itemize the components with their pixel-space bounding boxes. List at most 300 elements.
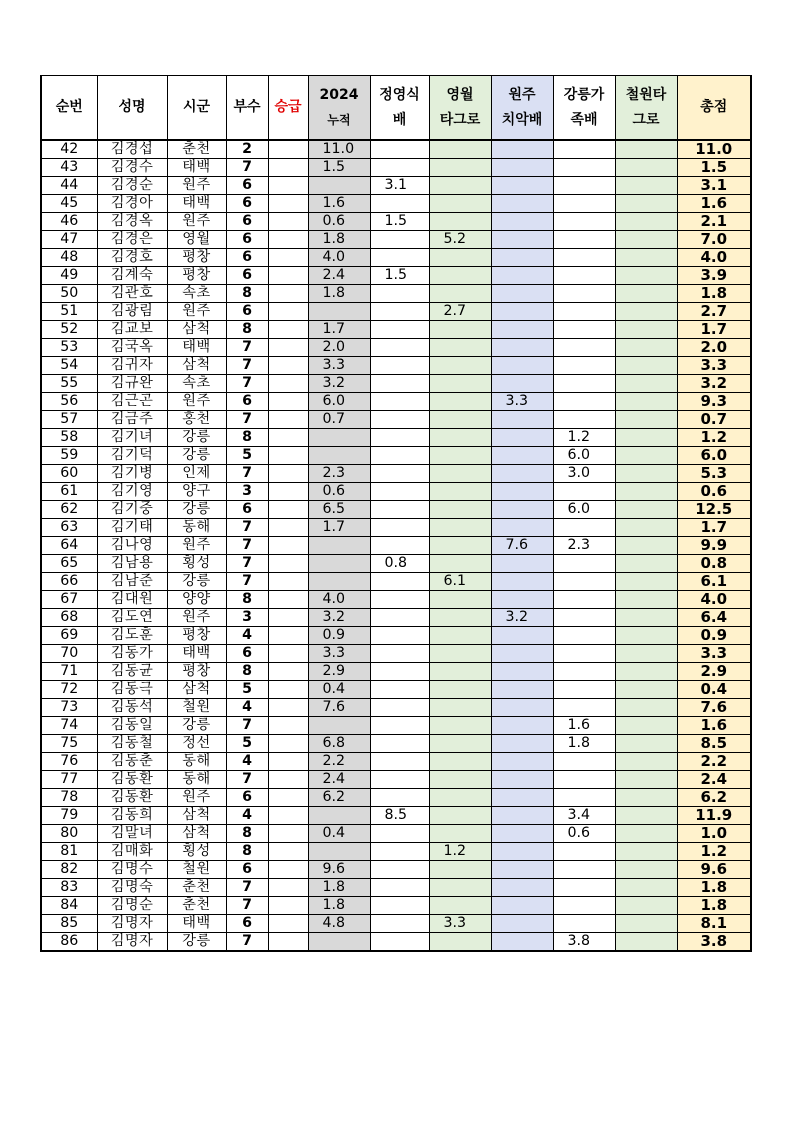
cell-no: 74	[41, 717, 97, 735]
cell-cheorwon-tagro	[615, 555, 677, 573]
cell-2024-cumulative: 6.8	[308, 735, 370, 753]
cell-cheorwon-tagro	[615, 825, 677, 843]
cell-yeongwol-tagro	[429, 555, 491, 573]
cell-promotion	[268, 573, 308, 591]
table-row	[41, 843, 751, 861]
cell-cheorwon-tagro	[615, 753, 677, 771]
cell-division: 6	[226, 861, 268, 879]
cell-division: 7	[226, 933, 268, 952]
cell-cheorwon-tagro	[615, 681, 677, 699]
cell-yeongwol-tagro	[429, 465, 491, 483]
cell-yeongwol-tagro	[429, 699, 491, 717]
table-row	[41, 267, 751, 285]
cell-name: 김경섭	[97, 140, 167, 159]
cell-division: 6	[226, 249, 268, 267]
table-row	[41, 933, 751, 952]
header-jeongyeongsik-line1: 정영식	[379, 86, 420, 103]
cell-promotion	[268, 591, 308, 609]
cell-division: 7	[226, 375, 268, 393]
cell-division: 8	[226, 285, 268, 303]
table-row	[41, 663, 751, 681]
cell-jeongyeongsik-cup	[370, 195, 429, 213]
cell-wonju-chiak-cup	[491, 501, 553, 519]
table-row	[41, 573, 751, 591]
cell-yeongwol-tagro	[429, 879, 491, 897]
cell-name: 김계숙	[97, 267, 167, 285]
cell-promotion	[268, 861, 308, 879]
cell-2024-cumulative: 0.6	[308, 213, 370, 231]
table-row	[41, 357, 751, 375]
cell-promotion	[268, 429, 308, 447]
cell-name: 김경호	[97, 249, 167, 267]
cell-2024-cumulative	[308, 537, 370, 555]
cell-gangneung-family-cup	[553, 699, 615, 717]
cell-no: 46	[41, 213, 97, 231]
cell-division: 5	[226, 735, 268, 753]
cell-total: 11.0	[677, 140, 751, 159]
cell-name: 김기영	[97, 483, 167, 501]
cell-total: 2.9	[677, 663, 751, 681]
table-row	[41, 645, 751, 663]
cell-yeongwol-tagro	[429, 447, 491, 465]
cell-city: 원주	[167, 537, 226, 555]
cell-division: 3	[226, 483, 268, 501]
cell-wonju-chiak-cup	[491, 285, 553, 303]
cell-city: 원주	[167, 609, 226, 627]
cell-promotion	[268, 627, 308, 645]
cell-yeongwol-tagro	[429, 645, 491, 663]
cell-name: 김남용	[97, 555, 167, 573]
cell-jeongyeongsik-cup	[370, 627, 429, 645]
cell-division: 7	[226, 573, 268, 591]
cell-2024-cumulative: 1.8	[308, 285, 370, 303]
cell-promotion	[268, 843, 308, 861]
cell-division: 5	[226, 447, 268, 465]
cell-wonju-chiak-cup	[491, 195, 553, 213]
cell-total: 1.8	[677, 285, 751, 303]
cell-jeongyeongsik-cup	[370, 735, 429, 753]
cell-name: 김규완	[97, 375, 167, 393]
cell-cheorwon-tagro	[615, 195, 677, 213]
cell-no: 61	[41, 483, 97, 501]
cell-wonju-chiak-cup	[491, 213, 553, 231]
cell-city: 삼척	[167, 825, 226, 843]
cell-division: 5	[226, 681, 268, 699]
cell-promotion	[268, 267, 308, 285]
cell-name: 김대원	[97, 591, 167, 609]
cell-division: 6	[226, 393, 268, 411]
cell-name: 김경아	[97, 195, 167, 213]
cell-division: 7	[226, 339, 268, 357]
cell-promotion	[268, 375, 308, 393]
cell-jeongyeongsik-cup	[370, 411, 429, 429]
cell-city: 평창	[167, 663, 226, 681]
cell-2024-cumulative: 6.0	[308, 393, 370, 411]
cell-city: 태백	[167, 159, 226, 177]
cell-no: 55	[41, 375, 97, 393]
cell-2024-cumulative: 1.7	[308, 519, 370, 537]
cell-promotion	[268, 483, 308, 501]
cell-wonju-chiak-cup	[491, 807, 553, 825]
cell-no: 73	[41, 699, 97, 717]
cell-2024-cumulative	[308, 303, 370, 321]
cell-total: 7.6	[677, 699, 751, 717]
cell-promotion	[268, 411, 308, 429]
cell-city: 태백	[167, 195, 226, 213]
table-row	[41, 285, 751, 303]
cell-jeongyeongsik-cup: 3.1	[370, 177, 429, 195]
cell-no: 47	[41, 231, 97, 249]
cell-division: 7	[226, 411, 268, 429]
cell-jeongyeongsik-cup	[370, 231, 429, 249]
cell-division: 6	[226, 267, 268, 285]
cell-cheorwon-tagro	[615, 591, 677, 609]
header-cheorwon-line1: 철원타	[625, 86, 667, 103]
cell-wonju-chiak-cup	[491, 375, 553, 393]
cell-no: 50	[41, 285, 97, 303]
cell-promotion	[268, 195, 308, 213]
cell-2024-cumulative: 9.6	[308, 861, 370, 879]
header-no: 순번	[41, 76, 97, 141]
cell-total: 9.3	[677, 393, 751, 411]
cell-city: 홍천	[167, 411, 226, 429]
cell-name: 김명자	[97, 915, 167, 933]
cell-no: 85	[41, 915, 97, 933]
cell-yeongwol-tagro	[429, 411, 491, 429]
cell-wonju-chiak-cup	[491, 465, 553, 483]
cell-gangneung-family-cup	[553, 753, 615, 771]
cell-jeongyeongsik-cup	[370, 285, 429, 303]
cell-promotion	[268, 339, 308, 357]
cell-total: 6.1	[677, 573, 751, 591]
cell-2024-cumulative: 6.2	[308, 789, 370, 807]
cell-yeongwol-tagro: 1.2	[429, 843, 491, 861]
cell-yeongwol-tagro	[429, 249, 491, 267]
header-wonju-chiak-cup	[491, 76, 553, 141]
cell-name: 김남준	[97, 573, 167, 591]
cell-total: 11.9	[677, 807, 751, 825]
cell-yeongwol-tagro	[429, 393, 491, 411]
cell-gangneung-family-cup	[553, 573, 615, 591]
cell-wonju-chiak-cup	[491, 897, 553, 915]
cell-cheorwon-tagro	[615, 807, 677, 825]
cell-jeongyeongsik-cup	[370, 537, 429, 555]
cell-no: 86	[41, 933, 97, 952]
cell-promotion	[268, 789, 308, 807]
cell-division: 7	[226, 555, 268, 573]
cell-total: 3.8	[677, 933, 751, 952]
cell-jeongyeongsik-cup	[370, 591, 429, 609]
cell-wonju-chiak-cup	[491, 159, 553, 177]
cell-wonju-chiak-cup	[491, 140, 553, 159]
cell-total: 2.2	[677, 753, 751, 771]
table-row	[41, 303, 751, 321]
cell-division: 7	[226, 897, 268, 915]
cell-promotion	[268, 699, 308, 717]
cell-jeongyeongsik-cup	[370, 645, 429, 663]
cell-cheorwon-tagro	[615, 915, 677, 933]
cell-2024-cumulative	[308, 717, 370, 735]
table-row	[41, 879, 751, 897]
cell-total: 9.9	[677, 537, 751, 555]
cell-2024-cumulative: 4.8	[308, 915, 370, 933]
cell-no: 48	[41, 249, 97, 267]
cell-2024-cumulative: 1.7	[308, 321, 370, 339]
cell-wonju-chiak-cup	[491, 177, 553, 195]
cell-gangneung-family-cup	[553, 591, 615, 609]
table-row	[41, 177, 751, 195]
cell-yeongwol-tagro	[429, 717, 491, 735]
cell-division: 6	[226, 789, 268, 807]
table-row	[41, 465, 751, 483]
cell-name: 김교보	[97, 321, 167, 339]
cell-division: 6	[226, 231, 268, 249]
cell-yeongwol-tagro	[429, 159, 491, 177]
cell-gangneung-family-cup	[553, 195, 615, 213]
cell-jeongyeongsik-cup: 1.5	[370, 267, 429, 285]
cell-yeongwol-tagro	[429, 807, 491, 825]
cell-yeongwol-tagro	[429, 501, 491, 519]
cell-cheorwon-tagro	[615, 501, 677, 519]
cell-yeongwol-tagro: 6.1	[429, 573, 491, 591]
cell-city: 원주	[167, 303, 226, 321]
cell-city: 평창	[167, 267, 226, 285]
cell-cheorwon-tagro	[615, 249, 677, 267]
cell-cheorwon-tagro	[615, 879, 677, 897]
header-2024-cumulative	[308, 76, 370, 141]
cell-jeongyeongsik-cup	[370, 753, 429, 771]
cell-city: 태백	[167, 645, 226, 663]
cell-name: 김국옥	[97, 339, 167, 357]
cell-wonju-chiak-cup	[491, 573, 553, 591]
cell-promotion	[268, 933, 308, 952]
cell-promotion	[268, 717, 308, 735]
cell-cheorwon-tagro	[615, 447, 677, 465]
cell-city: 철원	[167, 699, 226, 717]
cell-name: 김나영	[97, 537, 167, 555]
cell-cheorwon-tagro	[615, 645, 677, 663]
cell-division: 7	[226, 879, 268, 897]
cell-cheorwon-tagro	[615, 429, 677, 447]
cell-yeongwol-tagro	[429, 735, 491, 753]
cell-city: 인제	[167, 465, 226, 483]
cell-division: 7	[226, 519, 268, 537]
table-row	[41, 375, 751, 393]
cell-yeongwol-tagro	[429, 771, 491, 789]
cell-gangneung-family-cup	[553, 249, 615, 267]
cell-name: 김동극	[97, 681, 167, 699]
cell-jeongyeongsik-cup	[370, 249, 429, 267]
cell-wonju-chiak-cup: 7.6	[491, 537, 553, 555]
cell-gangneung-family-cup	[553, 321, 615, 339]
cell-gangneung-family-cup	[553, 897, 615, 915]
cell-2024-cumulative	[308, 429, 370, 447]
cell-name: 김경옥	[97, 213, 167, 231]
cell-no: 45	[41, 195, 97, 213]
cell-name: 김관호	[97, 285, 167, 303]
cell-2024-cumulative: 4.0	[308, 249, 370, 267]
cell-wonju-chiak-cup	[491, 681, 553, 699]
cell-promotion	[268, 735, 308, 753]
cell-jeongyeongsik-cup	[370, 447, 429, 465]
cell-division: 4	[226, 627, 268, 645]
cell-cheorwon-tagro	[615, 483, 677, 501]
cell-total: 0.4	[677, 681, 751, 699]
table-row	[41, 483, 751, 501]
table-row	[41, 789, 751, 807]
cell-no: 52	[41, 321, 97, 339]
table-row	[41, 411, 751, 429]
cell-city: 강릉	[167, 429, 226, 447]
cell-gangneung-family-cup	[553, 609, 615, 627]
header-promotion: 승급	[268, 76, 308, 141]
cell-jeongyeongsik-cup	[370, 573, 429, 591]
cell-gangneung-family-cup: 1.6	[553, 717, 615, 735]
cell-division: 8	[226, 843, 268, 861]
cell-total: 0.9	[677, 627, 751, 645]
header-yeongwol-line1: 영월	[446, 86, 474, 103]
cell-promotion	[268, 501, 308, 519]
cell-yeongwol-tagro	[429, 357, 491, 375]
table-row	[41, 771, 751, 789]
cell-city: 횡성	[167, 555, 226, 573]
cell-city: 삼척	[167, 681, 226, 699]
header-cheorwon-tagro	[615, 76, 677, 141]
cell-name: 김경순	[97, 177, 167, 195]
cell-total: 7.0	[677, 231, 751, 249]
cell-no: 72	[41, 681, 97, 699]
cell-division: 6	[226, 303, 268, 321]
cell-total: 1.2	[677, 843, 751, 861]
table-row	[41, 825, 751, 843]
cell-wonju-chiak-cup	[491, 591, 553, 609]
cell-name: 김동철	[97, 735, 167, 753]
cell-division: 4	[226, 699, 268, 717]
cell-promotion	[268, 321, 308, 339]
cell-yeongwol-tagro	[429, 339, 491, 357]
cell-jeongyeongsik-cup: 1.5	[370, 213, 429, 231]
cell-gangneung-family-cup	[553, 375, 615, 393]
cell-cheorwon-tagro	[615, 140, 677, 159]
table-row	[41, 627, 751, 645]
cell-yeongwol-tagro	[429, 213, 491, 231]
cell-total: 1.6	[677, 717, 751, 735]
cell-wonju-chiak-cup	[491, 519, 553, 537]
cell-cheorwon-tagro	[615, 411, 677, 429]
cell-no: 66	[41, 573, 97, 591]
cell-name: 김명순	[97, 897, 167, 915]
table-row	[41, 537, 751, 555]
cell-jeongyeongsik-cup	[370, 843, 429, 861]
cell-city: 영월	[167, 231, 226, 249]
cell-promotion	[268, 555, 308, 573]
table-row	[41, 140, 751, 159]
cell-total: 3.2	[677, 375, 751, 393]
table-row	[41, 159, 751, 177]
cell-city: 원주	[167, 789, 226, 807]
cell-2024-cumulative: 7.6	[308, 699, 370, 717]
cell-gangneung-family-cup	[553, 357, 615, 375]
cell-jeongyeongsik-cup	[370, 465, 429, 483]
cell-promotion	[268, 285, 308, 303]
cell-total: 4.0	[677, 249, 751, 267]
cell-cheorwon-tagro	[615, 699, 677, 717]
cell-no: 44	[41, 177, 97, 195]
table-row	[41, 555, 751, 573]
cell-division: 2	[226, 140, 268, 159]
cell-2024-cumulative: 2.0	[308, 339, 370, 357]
cell-gangneung-family-cup	[553, 627, 615, 645]
cell-wonju-chiak-cup	[491, 879, 553, 897]
cell-gangneung-family-cup	[553, 177, 615, 195]
header-cheorwon-line2: 그로	[632, 111, 660, 128]
cell-promotion	[268, 915, 308, 933]
cell-gangneung-family-cup	[553, 645, 615, 663]
cell-gangneung-family-cup	[553, 285, 615, 303]
cell-city: 강릉	[167, 573, 226, 591]
header-2024-line2: 누적	[327, 112, 351, 127]
cell-gangneung-family-cup	[553, 303, 615, 321]
cell-cheorwon-tagro	[615, 213, 677, 231]
table-row	[41, 609, 751, 627]
cell-yeongwol-tagro	[429, 519, 491, 537]
cell-no: 78	[41, 789, 97, 807]
cell-jeongyeongsik-cup	[370, 609, 429, 627]
cell-name: 김기녀	[97, 429, 167, 447]
cell-total: 1.0	[677, 825, 751, 843]
cell-yeongwol-tagro	[429, 609, 491, 627]
cell-division: 8	[226, 825, 268, 843]
cell-2024-cumulative: 0.4	[308, 825, 370, 843]
cell-division: 6	[226, 213, 268, 231]
cell-yeongwol-tagro	[429, 663, 491, 681]
cell-2024-cumulative: 3.2	[308, 609, 370, 627]
table-row	[41, 339, 751, 357]
cell-cheorwon-tagro	[615, 339, 677, 357]
cell-name: 김기병	[97, 465, 167, 483]
table-row	[41, 195, 751, 213]
cell-name: 김동가	[97, 645, 167, 663]
cell-promotion	[268, 159, 308, 177]
cell-city: 원주	[167, 213, 226, 231]
table-row	[41, 519, 751, 537]
cell-gangneung-family-cup: 3.4	[553, 807, 615, 825]
cell-no: 56	[41, 393, 97, 411]
cell-division: 7	[226, 159, 268, 177]
cell-2024-cumulative: 0.6	[308, 483, 370, 501]
table-row	[41, 861, 751, 879]
cell-division: 4	[226, 807, 268, 825]
cell-promotion	[268, 825, 308, 843]
cell-name: 김명자	[97, 933, 167, 952]
cell-cheorwon-tagro	[615, 771, 677, 789]
cell-gangneung-family-cup	[553, 843, 615, 861]
cell-total: 0.8	[677, 555, 751, 573]
cell-total: 6.0	[677, 447, 751, 465]
cell-wonju-chiak-cup	[491, 735, 553, 753]
cell-promotion	[268, 879, 308, 897]
cell-name: 김동균	[97, 663, 167, 681]
cell-cheorwon-tagro	[615, 609, 677, 627]
cell-2024-cumulative: 3.3	[308, 645, 370, 663]
cell-division: 4	[226, 753, 268, 771]
cell-jeongyeongsik-cup	[370, 699, 429, 717]
cell-wonju-chiak-cup	[491, 645, 553, 663]
cell-name: 김금주	[97, 411, 167, 429]
cell-wonju-chiak-cup	[491, 447, 553, 465]
cell-gangneung-family-cup	[553, 159, 615, 177]
cell-cheorwon-tagro	[615, 735, 677, 753]
